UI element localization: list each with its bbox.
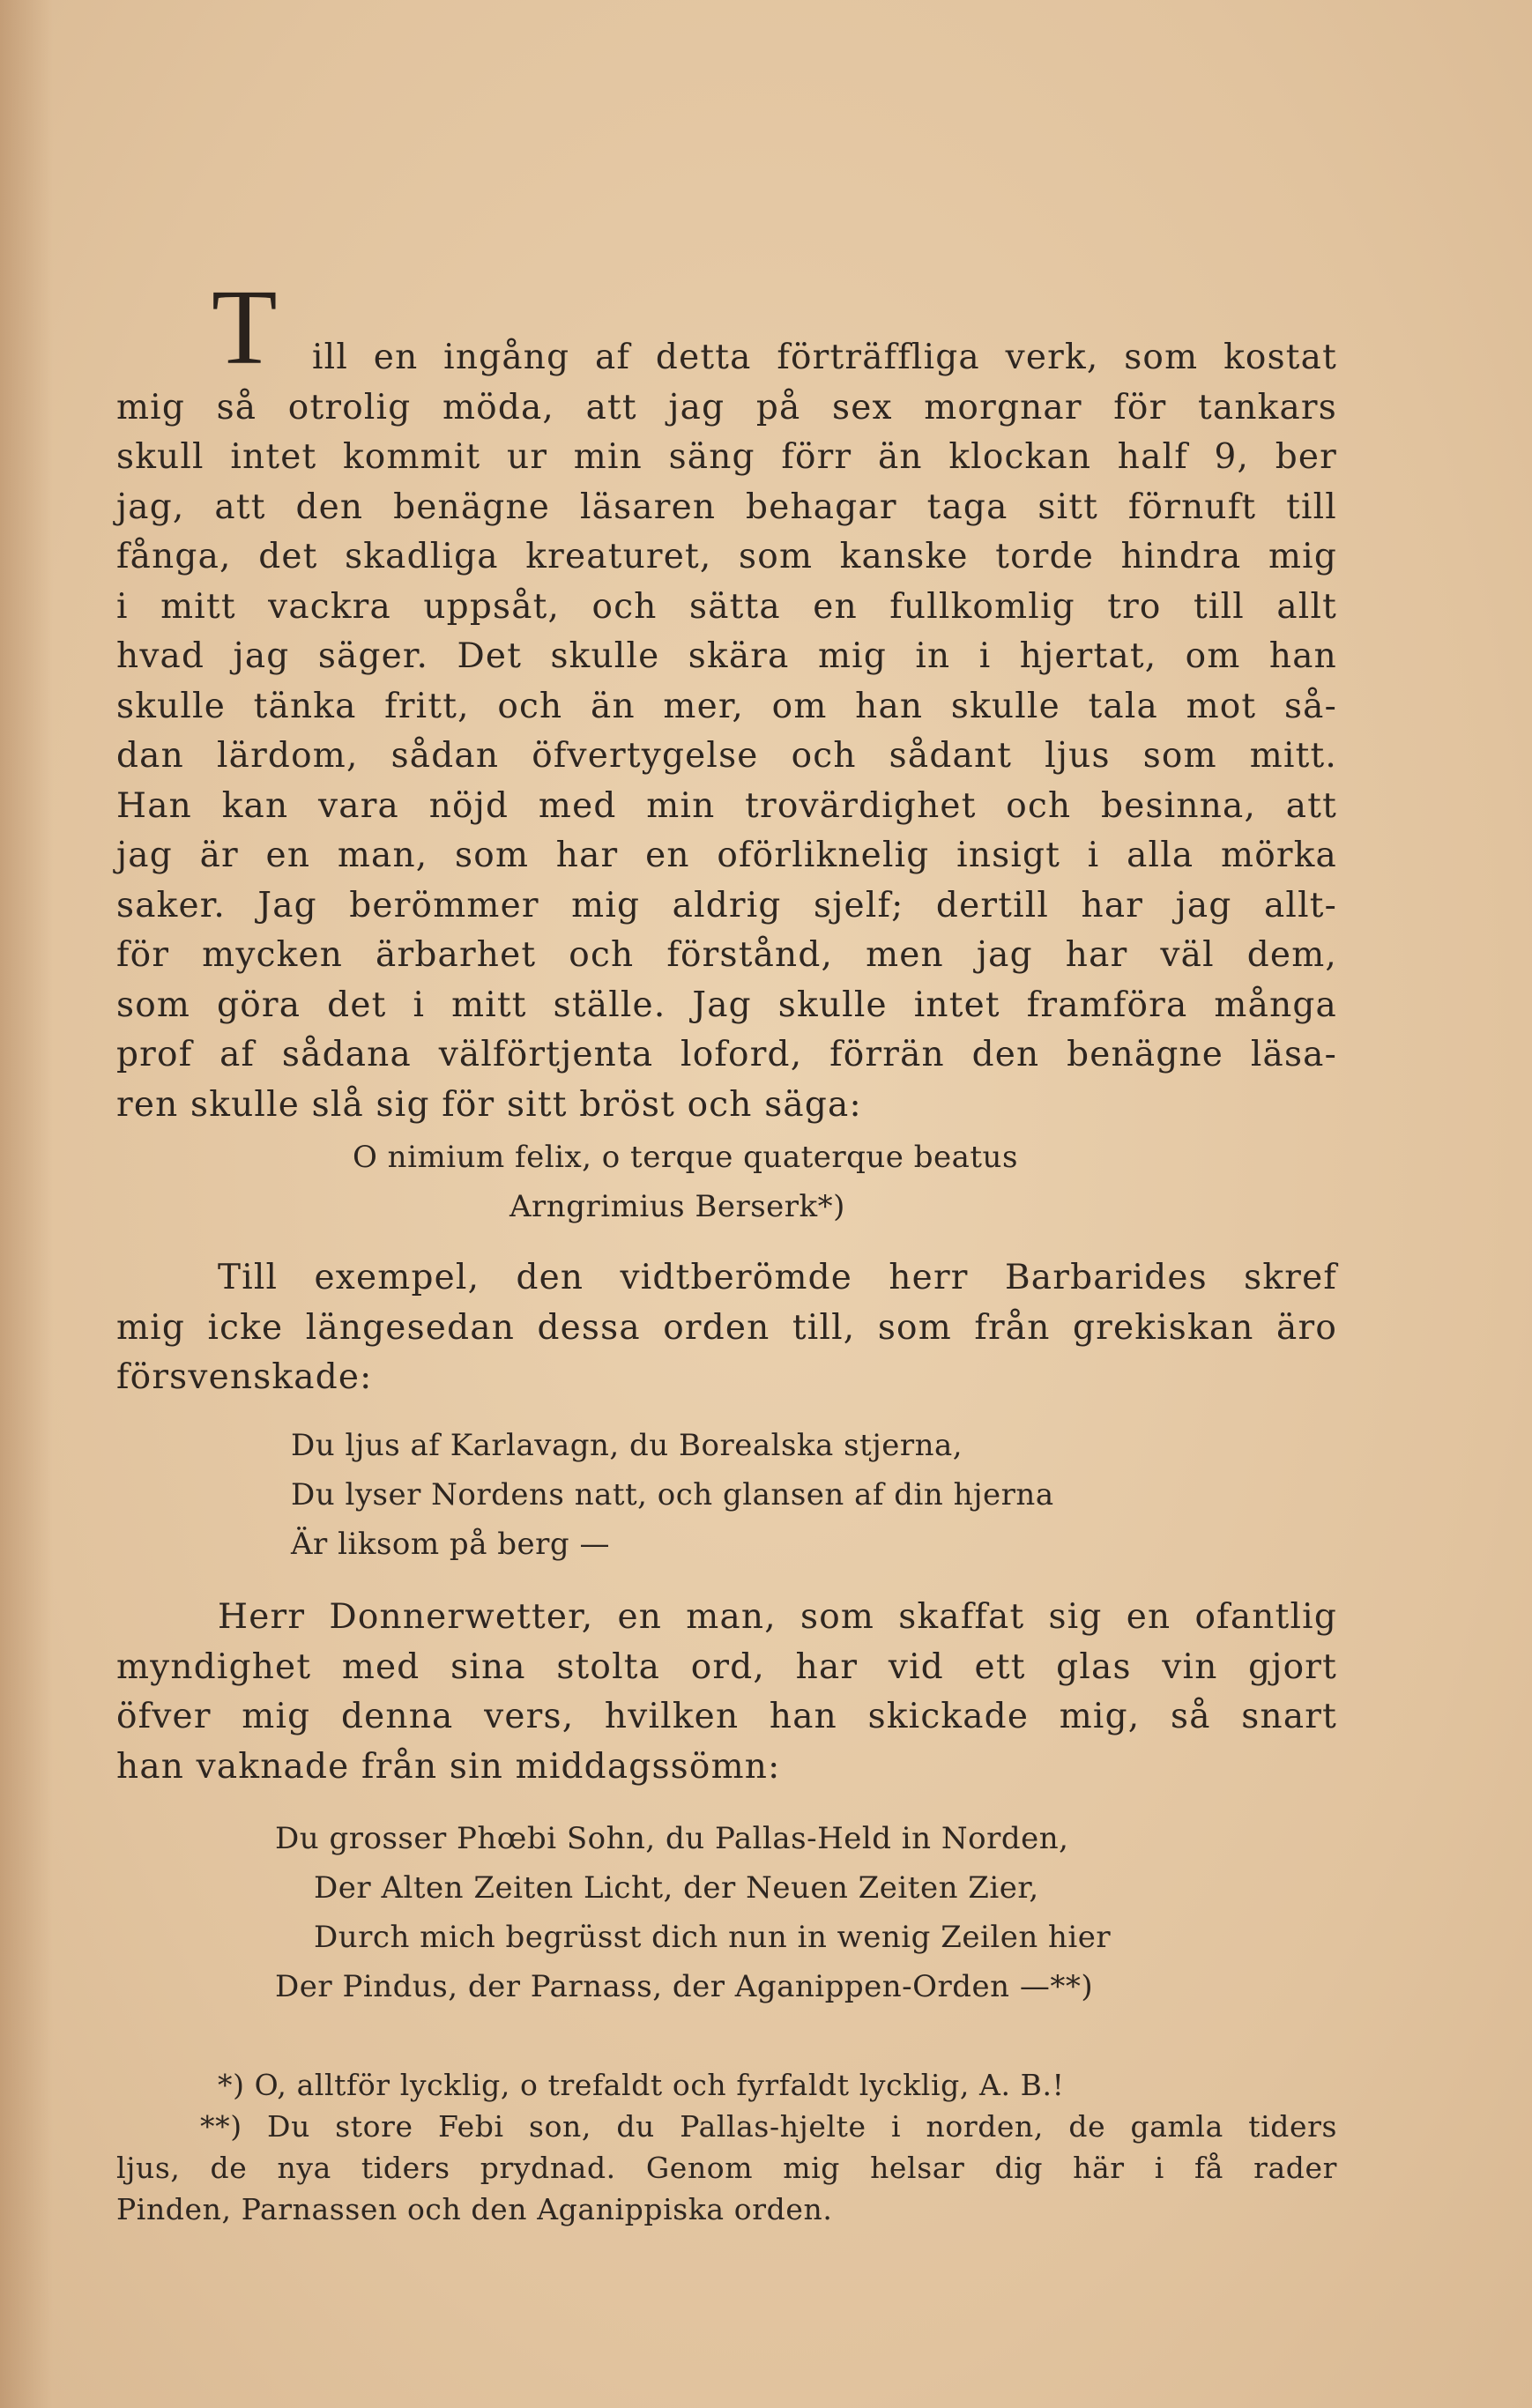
text-line: saker. Jag berömmer mig aldrig sjelf; dertill har jag allt- xyxy=(116,885,1337,925)
text-line: ren skulle slå sig för sitt bröst och säga: xyxy=(116,1084,862,1125)
text-line: dan lärdom, sådan öfvertygelse och sådant ljus som mitt. xyxy=(116,736,1337,776)
text-line: jag är en man, som har en oförliknelig insigt i alla mörka xyxy=(116,836,1337,875)
verse-german xyxy=(275,1814,1111,2011)
text-line: Herr Donnerwetter, en man, som skaffat sig en ofantlig xyxy=(218,1597,1337,1637)
verse-line: Der Alten Zeiten Licht, der Neuen Zeiten Zier, xyxy=(314,1870,1039,1906)
text-line: för mycken ärbarhet och förstånd, men jag har väl dem, xyxy=(116,935,1337,975)
text-line: mig så otrolig möda, att jag på sex morgnar för tankars xyxy=(116,387,1337,427)
paragraph-3 xyxy=(116,1593,1337,1792)
verse-line: Durch mich begrüsst dich nun in wenig Zeilen hier xyxy=(314,1920,1112,1955)
verse-swedish xyxy=(291,1421,1054,1569)
text-line: jag, att den benägne läsaren behagar taga sitt förnuft till xyxy=(116,487,1337,527)
text-line: ill en ingång af detta förträffliga verk, som kostat xyxy=(312,338,1337,377)
text-line: han vaknade från sin middagssömn: xyxy=(116,1746,781,1787)
footnote-line: *) O, alltför lycklig, o trefaldt och fyrfaldt lycklig, A. B.! xyxy=(218,2068,1065,2102)
text-line: skulle tänka fritt, och än mer, om han skulle tala mot så- xyxy=(116,686,1337,726)
text-line: mig icke längesedan dessa orden till, som från grekiskan äro xyxy=(116,1307,1337,1348)
verse-line: Du ljus af Karlavagn, du Borealska stjerna, xyxy=(291,1428,963,1463)
paragraph-2 xyxy=(116,1253,1337,1403)
verse-line: Arngrimius Berserk*) xyxy=(509,1189,845,1224)
verse-line: Der Pindus, der Parnass, der Aganippen-Orden —**) xyxy=(275,1969,1094,2004)
text-line: som göra det i mitt ställe. Jag skulle intet framföra många xyxy=(116,985,1337,1025)
text-line: fånga, det skadliga kreaturet, som kanske torde hindra mig xyxy=(116,537,1337,576)
verse-line: Du lyser Nordens natt, och glansen af din hjerna xyxy=(291,1477,1054,1512)
verse-line: Du grosser Phœbi Sohn, du Pallas-Held in Norden, xyxy=(275,1821,1069,1856)
paragraph-1 xyxy=(116,333,1337,1130)
text-line: myndighet med sina stolta ord, har vid ett glas vin gjort xyxy=(116,1646,1337,1687)
text-line: Till exempel, den vidtberömde herr Barbarides skref xyxy=(218,1258,1337,1297)
text-line: öfver mig denna vers, hvilken han skickade mig, så snart xyxy=(116,1697,1337,1736)
verse-line: Är liksom på berg — xyxy=(291,1527,610,1562)
footnotes xyxy=(116,2064,1337,2230)
text-line: prof af sådana välförtjenta loford, förrän den benägne läsa- xyxy=(116,1035,1337,1074)
footnote-line: ljus, de nya tiders prydnad. Genom mig helsar dig här i få rader xyxy=(116,2151,1337,2185)
text-line: skull intet kommit ur min säng förr än klockan half 9, ber xyxy=(116,437,1337,477)
footnote-line: **) Du store Febi son, du Pallas-hjelte i norden, de gamla tiders xyxy=(200,2109,1337,2144)
text-line: i mitt vackra uppsåt, och sätta en fullkomlig tro till allt xyxy=(116,586,1337,627)
verse-latin xyxy=(353,1133,1018,1231)
text-line: hvad jag säger. Det skulle skära mig in i hjertat, om han xyxy=(116,636,1337,676)
verse-line: O nimium felix, o terque quaterque beatus xyxy=(353,1140,1018,1175)
footnote-line: Pinden, Parnassen och den Aganippiska orden. xyxy=(116,2192,833,2226)
drop-cap: T xyxy=(212,268,278,387)
text-line: försvenskade: xyxy=(116,1357,373,1397)
text-line: Han kan vara nöjd med min trovärdighet och besinna, att xyxy=(116,785,1337,826)
